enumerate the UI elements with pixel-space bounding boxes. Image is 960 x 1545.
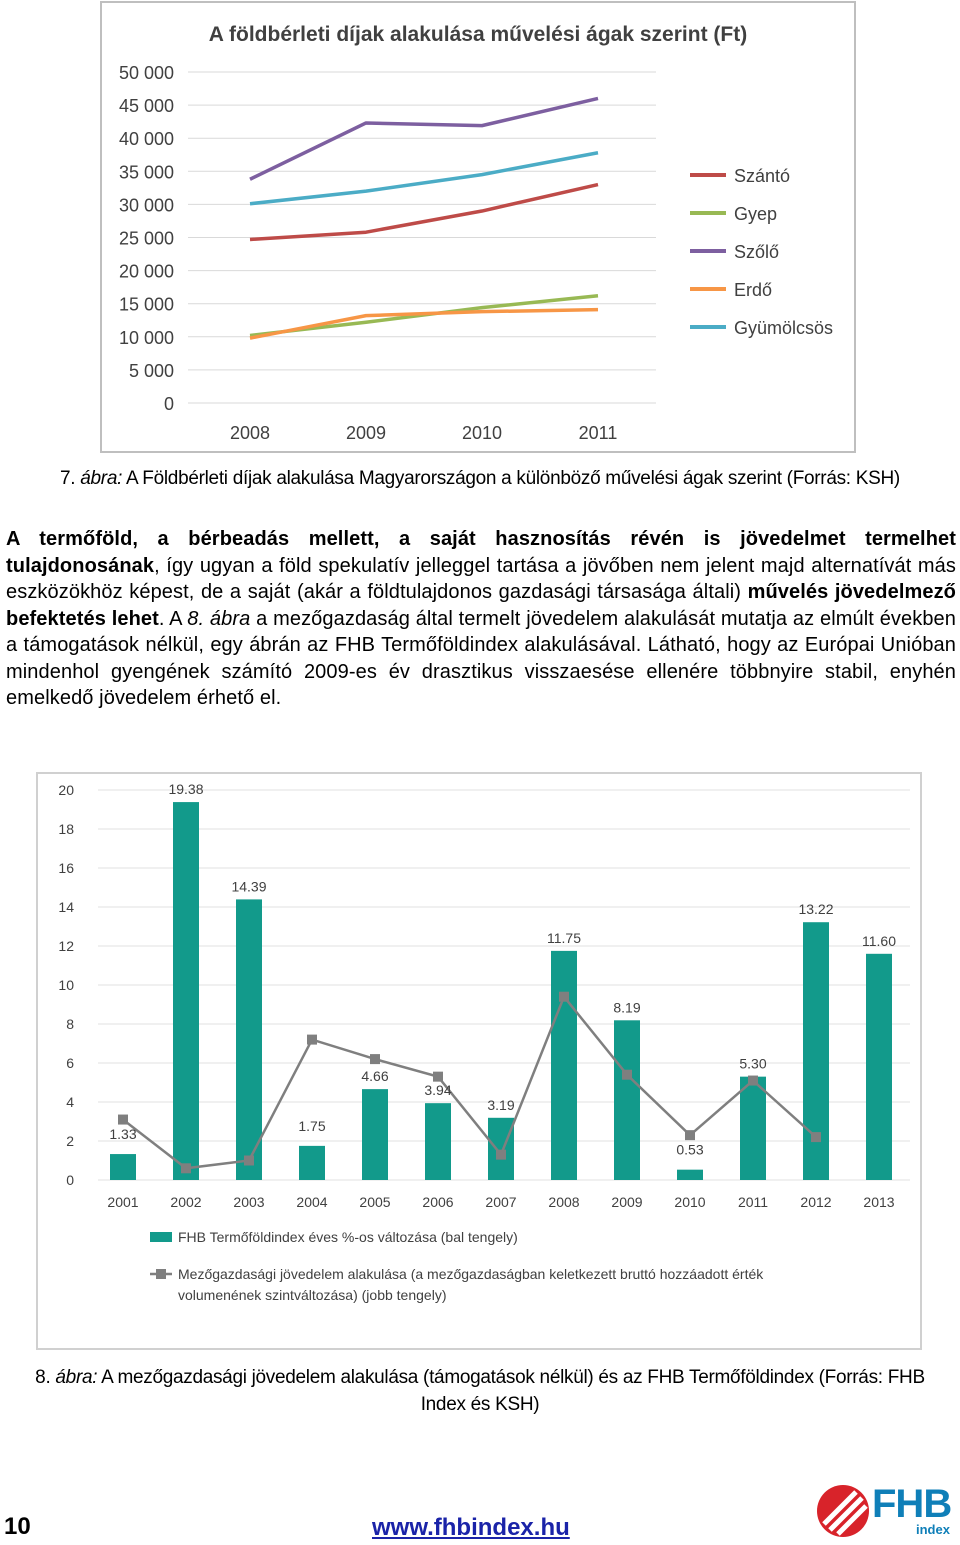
y-tick-label: 35 000 [118, 162, 174, 183]
y-tick-label: 20 000 [118, 261, 174, 282]
line-marker [748, 1076, 758, 1086]
para-bold-2: művelés jövedelmező befektetés lehet [6, 581, 956, 630]
y-tick-label: 0 [163, 394, 174, 414]
bar [614, 1020, 640, 1180]
data-label: 3.19 [487, 1096, 515, 1113]
line-marker [622, 1070, 632, 1080]
y-tick-label: 40 000 [118, 129, 174, 150]
x-tick-label: 2012 [800, 1194, 832, 1210]
data-label: 19.38 [168, 781, 204, 798]
x-tick-label: 2008 [548, 1194, 580, 1210]
x-tick-label: 2001 [107, 1194, 139, 1210]
line-marker [811, 1132, 821, 1142]
bar [551, 951, 577, 1180]
legend-label: Gyep [734, 204, 778, 224]
fhb-logo [812, 1480, 960, 1542]
legend-label-line-1: Mezőgazdasági jövedelem alakulása (a mezőgazdaságban keletkezett bruttó hozzáadott érték [178, 1266, 764, 1282]
y-tick-label: 6 [66, 1055, 74, 1071]
data-label: 8.19 [613, 999, 641, 1016]
line-marker [496, 1150, 506, 1160]
line-marker [559, 992, 569, 1002]
caption-number: 8. [35, 1367, 56, 1388]
y-tick-label: 50 000 [118, 63, 174, 83]
bar [677, 1170, 703, 1180]
line-marker [181, 1163, 191, 1173]
data-label: 4.66 [361, 1068, 389, 1085]
line-marker [244, 1156, 254, 1166]
y-tick-label: 4 [66, 1094, 74, 1110]
line-marker [685, 1130, 695, 1140]
bar [173, 802, 199, 1180]
bar [425, 1103, 451, 1180]
data-label: 11.75 [547, 929, 581, 946]
x-tick-label: 2010 [461, 423, 503, 443]
x-tick-label: 2007 [485, 1194, 517, 1210]
logo-text: FHB [872, 1482, 952, 1526]
caption-text: A mezőgazdasági jövedelem alakulása (támogatások nélkül) és az FHB Termőföldindex (Forrás: FHB [97, 1367, 925, 1388]
index-chart-svg [38, 774, 920, 1348]
caption-label: ábra: [55, 1367, 98, 1388]
rent-chart [100, 1, 856, 453]
y-tick-label: 0 [66, 1172, 74, 1188]
caption-line-1 [0, 1364, 960, 1391]
y-tick-label: 25 000 [118, 228, 174, 249]
para-text-2: . A [158, 607, 188, 630]
legend-label: Szántó [734, 166, 791, 186]
para-italic-ref: 8. ábra [187, 607, 251, 630]
data-label: 1.75 [298, 1117, 326, 1134]
y-tick-label: 10 [58, 977, 74, 993]
figure-7-caption [0, 468, 960, 490]
page-number: 10 [4, 1513, 31, 1540]
x-tick-label: 2011 [578, 423, 618, 443]
data-label: 14.39 [231, 878, 267, 895]
x-tick-label: 2009 [611, 1194, 643, 1210]
data-label: 11.60 [862, 932, 896, 949]
bar [236, 899, 262, 1180]
x-tick-label: 2003 [233, 1194, 265, 1210]
y-tick-label: 5 000 [128, 360, 174, 381]
x-tick-label: 2005 [359, 1194, 391, 1210]
para-text-1: , így ugyan a föld spekulatív jelleggel tartása a jövőben nem jelent majd alternatívát más eszközökhöz képest, de a saját (akár a földtulajdonos gazdasági társasága általi) [6, 554, 956, 603]
para-bold-1: A termőföld, a bérbeadás mellett, a saját hasznosítás révén is jövedelmet termelhet tulajdonosának [6, 528, 956, 577]
data-label: 5.30 [739, 1055, 767, 1072]
legend-label-bar: FHB Termőföldindex éves %-os változása (bal tengely) [178, 1229, 518, 1245]
x-tick-label: 2004 [296, 1194, 328, 1210]
legend-label: Gyümölcsös [734, 318, 834, 338]
line-marker [307, 1035, 317, 1045]
x-tick-label: 2008 [229, 423, 271, 443]
x-tick-label: 2011 [737, 1194, 769, 1210]
y-tick-label: 2 [66, 1133, 74, 1149]
legend-label: Szőlő [734, 242, 780, 262]
caption-number: 7. [60, 468, 81, 489]
y-tick-label: 10 000 [118, 327, 174, 348]
x-tick-label: 2006 [422, 1194, 454, 1210]
line-series [123, 997, 816, 1169]
figure-8-caption [0, 1364, 960, 1418]
x-tick-label: 2002 [170, 1194, 202, 1210]
y-tick-label: 15 000 [118, 294, 174, 315]
website-link[interactable]: www.fhbindex.hu [372, 1514, 570, 1541]
x-tick-label: 2010 [674, 1194, 706, 1210]
legend-label: Erdő [734, 280, 773, 300]
y-tick-label: 12 [58, 938, 74, 954]
logo-sub: index [916, 1522, 950, 1537]
y-tick-label: 8 [66, 1016, 74, 1032]
x-tick-label: 2013 [863, 1194, 895, 1210]
series-line [250, 310, 598, 338]
y-tick-label: 16 [58, 860, 74, 876]
series-line [250, 98, 598, 179]
bar [362, 1089, 388, 1180]
series-line [250, 185, 598, 240]
data-label: 3.94 [424, 1082, 452, 1099]
index-chart [36, 772, 922, 1350]
data-label: 1.33 [109, 1126, 137, 1143]
body-paragraph [6, 526, 956, 712]
y-tick-label: 14 [58, 899, 74, 915]
rent-chart-svg [102, 3, 854, 451]
bar [740, 1077, 766, 1180]
data-label: 0.53 [676, 1141, 704, 1158]
caption-label: ábra: [80, 468, 123, 489]
bar [866, 954, 892, 1180]
y-tick-label: 18 [58, 821, 74, 837]
y-tick-label: 30 000 [118, 195, 174, 216]
line-marker [370, 1054, 380, 1064]
fhb-logo-icon [816, 1484, 870, 1538]
bar [299, 1146, 325, 1180]
line-marker [118, 1115, 128, 1125]
caption-text: A Földbérleti díjak alakulása Magyarországon a különböző művelési ágak szerint (Forrás: KSH) [122, 468, 900, 489]
legend-marker-line [156, 1269, 166, 1279]
caption-line-2: Index és KSH) [420, 1394, 540, 1415]
legend-label-line-2: volumenének szintváltozása) (jobb tengely) [178, 1287, 447, 1303]
chart-title: A földbérleti díjak alakulása művelési ágak szerint (Ft) [208, 23, 748, 46]
para-text-3: a mezőgazdaság által termelt jövedelem alakulását mutatja az elmúlt években a támogatások nélkül, egy ábrán az FHB Termőföldindex alakulásával. Látható, hogy az Európai Unióban mindenhol gyengének számító 2009-es év drasztikus visszaesése ellenére többnyire stabil, enyhén emelkedő jövedelem érhető el. [6, 607, 957, 709]
y-tick-label: 45 000 [118, 96, 174, 117]
bar [488, 1118, 514, 1180]
legend-swatch-bar [150, 1232, 172, 1242]
x-tick-label: 2009 [345, 423, 387, 443]
y-tick-label: 20 [58, 782, 74, 798]
bar [110, 1154, 136, 1180]
data-label: 13.22 [798, 901, 834, 918]
line-marker [433, 1072, 443, 1082]
